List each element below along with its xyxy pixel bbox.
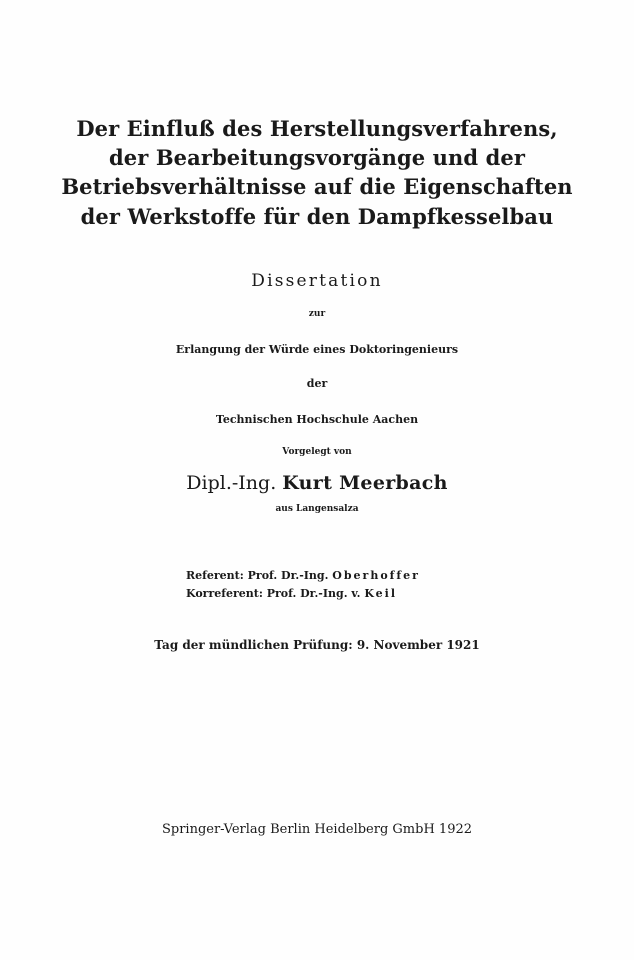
korreferent-line xyxy=(186,588,486,606)
author-name: Kurt Meerbach xyxy=(282,472,448,494)
title-line-2: der Bearbeitungsvorgänge und der xyxy=(109,145,525,170)
zur-text: zur xyxy=(308,309,326,319)
author-line xyxy=(0,474,634,493)
hochschule-text: Technischen Hochschule Aachen xyxy=(215,413,419,426)
author-origin: aus Langensalza xyxy=(275,504,359,514)
korreferent-name: Keil xyxy=(364,587,398,600)
referent-line xyxy=(186,570,486,588)
author-prefix: Dipl.-Ing. xyxy=(186,472,277,494)
dissertation-heading: Dissertation xyxy=(251,271,383,291)
der-text: der xyxy=(306,377,328,390)
vorgelegt-text: Vorgelegt von xyxy=(282,447,352,457)
referent-label: Referent: Prof. Dr.-Ing. xyxy=(186,569,329,582)
korreferent-label: Korreferent: Prof. Dr.-Ing. v. xyxy=(186,587,361,600)
title-line-1: Der Einfluß des Herstellungsverfahrens, xyxy=(76,116,558,141)
erlangung-text: Erlangung der Würde eines Doktoringenieurs xyxy=(175,343,459,356)
referees-block xyxy=(186,570,486,606)
exam-date: Tag der mündlichen Prüfung: 9. November 1921 xyxy=(154,638,480,652)
title-line-4: der Werkstoffe für den Dampfkesselbau xyxy=(80,204,554,229)
publisher-imprint: Springer-Verlag Berlin Heidelberg GmbH 1922 xyxy=(161,822,473,837)
referent-name: Oberhoffer xyxy=(332,569,420,582)
title-line-3: Betriebsverhältnisse auf die Eigenschaften xyxy=(61,174,573,199)
